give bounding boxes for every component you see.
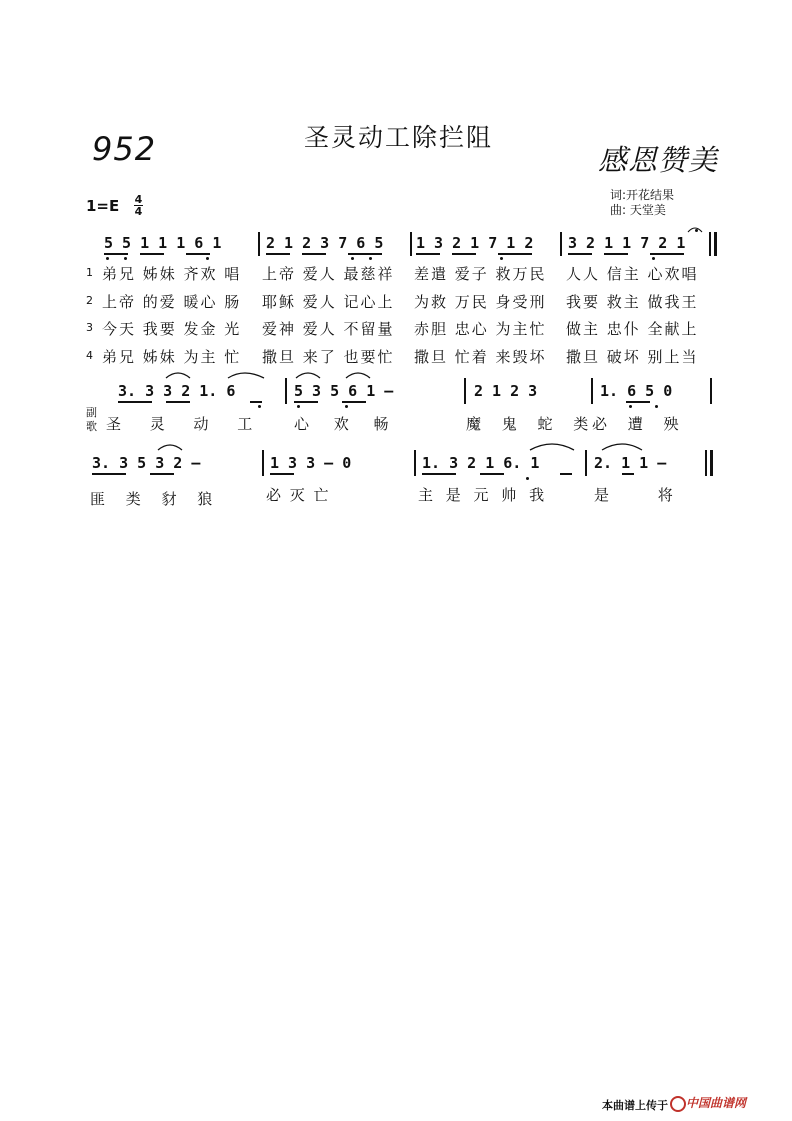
lyric-line-10: 必 灭 亡 [266,486,331,504]
barline [464,378,466,404]
beam [166,401,190,403]
octave-dot [526,477,529,480]
chorus-measure-1-notes: 3. 3 3 2 1. 6 [118,382,236,400]
beam [250,401,262,403]
slur [530,444,574,450]
verse-2-bar-1: 上帝 的爱 暖心 肠 [102,293,242,311]
measure-11-notes: 1. 3 2 1 6. 1 [422,454,540,472]
barline [285,378,287,404]
chorus-lyric-1: 圣 灵 动 工 [106,415,265,433]
slur [228,373,264,378]
chorus-label-top: 副 [86,406,97,419]
slur [296,373,320,378]
octave-dot [655,405,658,408]
verse-1-bar-1: 弟兄 姊妹 齐欢 唱 [102,265,242,283]
upload-note: 本曲谱上传于 [602,1099,668,1112]
slur [602,444,642,450]
composer: 曲: 天堂美 [610,203,666,217]
barline [705,450,707,476]
chorus-measure-4-notes: 1. 6 5 0 [600,382,673,400]
lyric-line-12: 是 将 [594,486,695,504]
slur [158,445,182,450]
octave-dot [258,405,261,408]
beam [422,473,456,475]
beam [626,401,650,403]
verse-number: 3 [86,321,93,334]
slur [346,373,370,378]
measure-12-notes: 2. 1 1 – [594,454,667,472]
chorus-measure-2-notes: 5 3 5 6 1 – [294,382,394,400]
beam [622,473,634,475]
chorus-lyric-3: 魔 鬼 蛇 类 [466,415,597,433]
beam [118,401,152,403]
beam [560,473,572,475]
verse-3-bar-2: 爱神 爱人 不留量 [262,320,395,338]
verse-1-bar-3: 差遣 爱子 救万民 [414,265,547,283]
verse-2-bar-2: 耶稣 爱人 记心上 [262,293,395,311]
verse-1-bar-4: 人人 信主 心欢唱 [566,265,699,283]
octave-dot [629,405,632,408]
lyricist: 词:开花结果 [610,188,675,202]
verse-number: 4 [86,349,93,362]
beam [92,473,126,475]
verse-number: 2 [86,294,93,307]
site-logo-text[interactable]: 中国曲谱网 [686,1096,747,1110]
chorus-measure-3-notes: 2 1 2 3 [474,382,538,400]
fermata [688,228,702,232]
beam [342,401,366,403]
final-barline [710,450,713,476]
site-logo-icon [670,1096,686,1112]
chorus-lyric-2: 心 欢 畅 [294,415,399,433]
beam [270,473,294,475]
measure-4-notes: 3 2 1 1 7 2 1 [568,234,686,252]
verse-4-bar-1: 弟兄 姊妹 为主 忙 [102,348,242,366]
slur [166,373,190,378]
chorus-label-bottom: 歌 [86,420,97,433]
measure-2-notes: 2 1 2 3 7 6 5 [266,234,384,252]
barline [710,378,712,404]
verse-number: 1 [86,266,93,279]
lyric-line-9: 匪 类 豺 狼 [90,490,221,508]
verse-4-bar-2: 撒旦 来了 也要忙 [262,348,395,366]
verse-3-bar-1: 今天 我要 发金 光 [102,320,242,338]
verse-4-bar-3: 撒旦 忙着 来毁坏 [414,348,547,366]
key-signature: 1=E [86,197,120,215]
time-top: 4 [134,193,143,206]
song-title: 圣灵动工除拦阻 [304,123,494,152]
octave-dot [345,405,348,408]
measure-1-notes: 5 5 1 1 1 6 1 [104,234,222,252]
verse-2-bar-4: 我要 救主 做我王 [566,293,699,311]
verse-1-bar-2: 上帝 爱人 最慈祥 [262,265,395,283]
collection-name: 感恩赞美 [598,143,719,177]
beam [294,401,318,403]
barline [585,450,587,476]
time-bottom: 4 [134,205,143,218]
measure-10-notes: 1 3 3 – 0 [270,454,352,472]
chorus-lyric-4: 必 遭 殃 [592,415,687,433]
barline [591,378,593,404]
barline [414,450,416,476]
barline [262,450,264,476]
measure-9-notes: 3. 3 5 3 2 – [92,454,201,472]
beam [480,473,504,475]
verse-4-bar-4: 撒旦 破坏 别上当 [566,348,699,366]
verse-2-bar-3: 为救 万民 身受刑 [414,293,547,311]
hymn-number: 952 [92,130,157,168]
beam [150,473,174,475]
verse-3-bar-4: 做主 忠仆 全献上 [566,320,699,338]
chorus-label [86,406,97,434]
measure-3-notes: 1 3 2 1 7 1 2 [416,234,534,252]
lyric-line-11: 主 是 元 帅 我 [418,486,549,504]
octave-dot [297,405,300,408]
verse-3-bar-3: 赤胆 忠心 为主忙 [414,320,547,338]
